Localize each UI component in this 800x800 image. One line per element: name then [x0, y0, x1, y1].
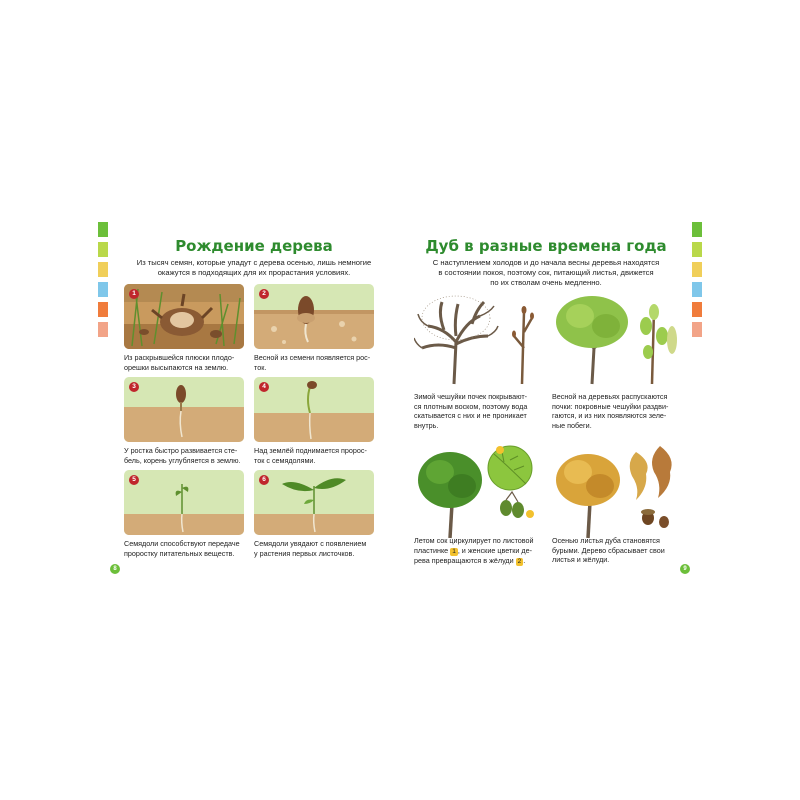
step-caption-4: Над землёй поднимается пророс- ток с семядолями. — [254, 446, 367, 465]
left-intro: Из тысяч семян, которые упадут с дерева осенью, лишь немногие окажутся в подходящих для их прорастания условиях. — [136, 258, 372, 277]
illustration-young-seedling — [124, 470, 244, 535]
step-caption-6: Семядоли увядают с появлением у растения первых листочков. — [254, 539, 367, 558]
illustration-acorn-sprout — [254, 284, 374, 349]
summer-caption: Летом сок циркулирует по листовой пластинке 1 , и женские цветки де- рева превращаются в жёлуди 2 . — [414, 536, 534, 565]
step-caption-3: У ростка быстро развивается сте- бель, корень углубляется в землю. — [124, 446, 241, 465]
winter-caption: Зимой чешуйки почек покрывают- ся плотным воском, поэтому вода скатывается с них и не проникает внутрь. — [414, 392, 528, 430]
step-badge-3: 3 — [129, 382, 139, 392]
illustration-root-growth — [124, 377, 244, 442]
book-spread — [108, 222, 692, 580]
autumn-illustration — [552, 442, 682, 542]
left-page — [108, 222, 400, 580]
step-badge-6: 6 — [259, 475, 269, 485]
step-caption-1: Из раскрывшейся плюски плодо- орешки высыпаются на землю. — [124, 353, 235, 372]
leaf-marker-1: 1 — [452, 547, 456, 555]
right-page-title: Дуб в разные времена года — [425, 237, 667, 255]
spring-illustration — [552, 292, 682, 392]
step-badge-5: 5 — [129, 475, 139, 485]
step-badge-4: 4 — [259, 382, 269, 392]
spring-caption: Весной на деревьях распускаются почки: покровные чешуйки раздви- гаются, и из них появляются зеле- ные побеги. — [552, 392, 669, 430]
winter-illustration — [414, 292, 544, 392]
illustration-acorn-husk — [124, 284, 244, 349]
left-page-number: 8 — [110, 564, 120, 574]
step-badge-1: 1 — [129, 289, 139, 299]
autumn-caption: Осенью листья дуба становятся бурыми. Дерево сбрасывает свои листья и жёлуди. — [552, 536, 665, 564]
step-caption-2: Весной из семени появляется рос- ток. — [254, 353, 371, 372]
illustration-first-leaves — [254, 470, 374, 535]
step-badge-2: 2 — [259, 289, 269, 299]
illustration-seedling-cotyledons — [254, 377, 374, 442]
right-page-number: 9 — [680, 564, 690, 574]
left-page-title: Рождение дерева — [175, 237, 333, 255]
right-page — [400, 222, 692, 580]
summer-illustration — [414, 442, 548, 542]
step-caption-5: Семядоли способствуют передаче проростку питательных веществ. — [124, 539, 240, 558]
right-intro: С наступлением холодов и до начала весны деревья находятся в состоянии покоя, поэтому сок, питающий листья, движется по их стволам очень медленно. — [432, 258, 660, 287]
acorn-marker-2: 2 — [517, 557, 522, 565]
